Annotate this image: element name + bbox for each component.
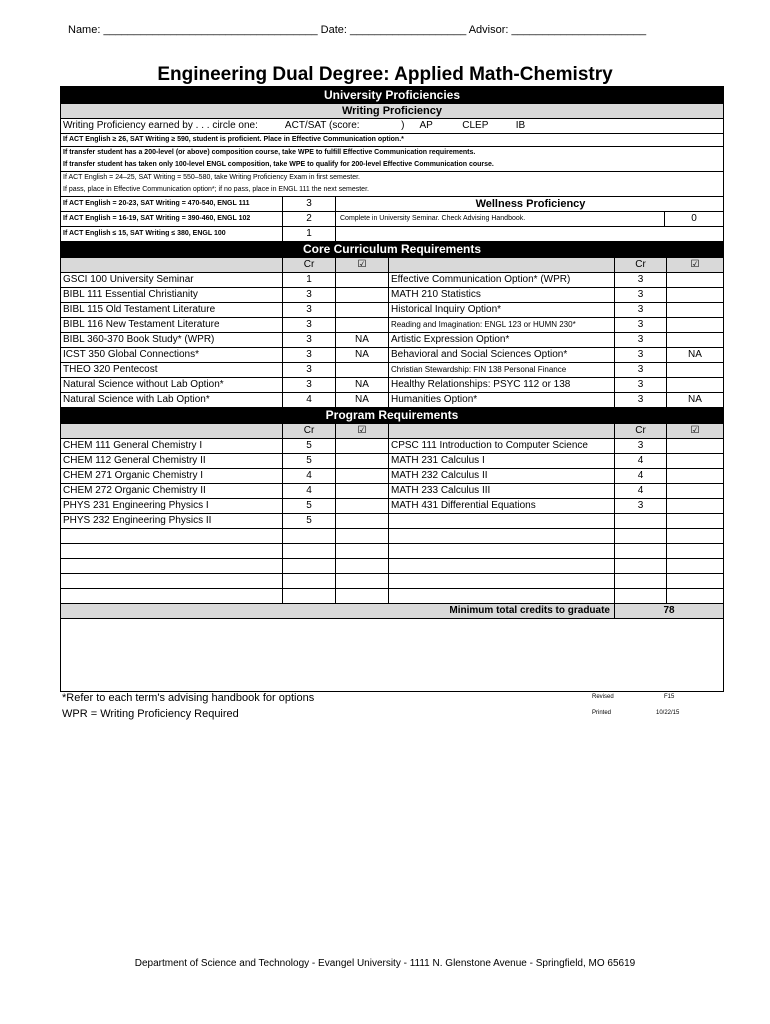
credits-right: [615, 574, 667, 588]
notes-box[interactable]: [61, 618, 723, 691]
check-right[interactable]: [667, 589, 723, 603]
check-right[interactable]: NA: [688, 394, 702, 405]
course-left: [61, 544, 283, 558]
credits-left: [283, 574, 336, 588]
course-right: Historical Inquiry Option*: [389, 303, 615, 317]
credits-right: [615, 514, 667, 528]
note-text: If ACT English ≥ 26, SAT Writing ≥ 590, student is proficient. Place in Effective Communication option.*: [63, 136, 404, 143]
course-right: MATH 232 Calculus II: [389, 469, 615, 483]
wellness-cr: 0: [691, 213, 697, 224]
course-left: [61, 574, 283, 588]
check-right[interactable]: [667, 559, 723, 573]
check-right[interactable]: [667, 574, 723, 588]
credits-right: 3: [615, 378, 667, 392]
table-row: [61, 377, 723, 392]
table-row: [61, 513, 723, 528]
check-left[interactable]: [336, 484, 389, 498]
check-left[interactable]: NA: [336, 333, 389, 347]
table-row: [61, 287, 723, 302]
note-row: [61, 146, 723, 159]
credits-right: 3: [615, 288, 667, 302]
table-row: [61, 468, 723, 483]
check-left[interactable]: [336, 574, 389, 588]
wellness-text: Complete in University Seminar. Check Advising Handbook.: [336, 212, 665, 226]
course-right: [389, 574, 615, 588]
placement-label: If ACT English = 20-23, SAT Writing = 470-540, ENGL 111: [61, 197, 283, 211]
course-left: [61, 589, 283, 603]
check-right[interactable]: [667, 544, 723, 558]
course-left: BIBL 360-370 Book Study* (WPR): [61, 333, 283, 347]
credits-left: 5: [283, 514, 336, 528]
check-right[interactable]: [667, 469, 723, 483]
university-proficiencies-heading: University Proficiencies: [61, 87, 723, 103]
header-line: [68, 24, 646, 36]
course-right: [389, 514, 615, 528]
check-header-icon: ☑: [336, 258, 389, 272]
note-text: If transfer student has taken only 100-level ENGL composition, take WPE to qualify for 200-level Effective Communication course.: [63, 161, 494, 168]
placement-row: [61, 226, 723, 241]
writing-earned-row: [61, 118, 723, 133]
footnotes: [62, 690, 314, 722]
table-row: [61, 498, 723, 513]
placement-cr: 2: [283, 212, 336, 226]
course-right: MATH 431 Differential Equations: [389, 499, 615, 513]
credits-left: [283, 559, 336, 573]
credits-left: 5: [283, 439, 336, 453]
printed-label: Printed: [592, 710, 612, 716]
table-row: [61, 528, 723, 543]
course-left: THEO 320 Pentecost: [61, 363, 283, 377]
check-right[interactable]: [667, 484, 723, 498]
min-credits-value: 78: [663, 605, 675, 616]
course-left: CHEM 271 Organic Chemistry I: [61, 469, 283, 483]
revised-label: Revised: [592, 694, 614, 700]
table-row: [61, 332, 723, 347]
printed-value: 10/22/15: [656, 710, 680, 716]
course-left: Natural Science without Lab Option*: [61, 378, 283, 392]
option-clep[interactable]: CLEP: [462, 120, 489, 131]
check-right[interactable]: [667, 514, 723, 528]
page-title: Engineering Dual Degree: Applied Math-Chemistry: [157, 64, 613, 85]
cr-header: Cr: [283, 424, 336, 438]
course-left: BIBL 111 Essential Christianity: [61, 288, 283, 302]
credits-right: [615, 529, 667, 543]
placement-cr: 1: [283, 227, 336, 241]
cr-header: Cr: [615, 258, 667, 272]
core-rows: [61, 272, 723, 407]
note-row: [61, 171, 723, 184]
course-left: PHYS 231 Engineering Physics I: [61, 499, 283, 513]
table-row: [61, 573, 723, 588]
credits-left: 4: [283, 484, 336, 498]
course-right: [389, 544, 615, 558]
min-credits-label: Minimum total credits to graduate: [61, 604, 615, 618]
credits-right: 3: [615, 348, 667, 362]
note-text: If pass, place in Effective Communication option*; if no pass, place in ENGL 111 the next semester.: [63, 186, 369, 193]
wpr-note: WPR = Writing Proficiency Required: [62, 708, 239, 720]
check-left[interactable]: NA: [336, 378, 389, 392]
check-left[interactable]: [336, 439, 389, 453]
credits-right: 3: [615, 318, 667, 332]
check-header-icon: ☑: [336, 424, 389, 438]
course-right: CPSC 111 Introduction to Computer Science: [389, 439, 615, 453]
check-right[interactable]: [667, 378, 723, 392]
page-footer: Department of Science and Technology - Evangel University - 1111 N. Glenstone Avenue - Springfield, MO 65619: [134, 958, 636, 969]
credits-left: 3: [283, 363, 336, 377]
credits-left: 3: [283, 348, 336, 362]
option-actsat[interactable]: ACT/SAT (score:: [284, 120, 360, 131]
check-left[interactable]: [336, 499, 389, 513]
check-left[interactable]: [336, 559, 389, 573]
check-right[interactable]: [667, 318, 723, 332]
note-text: If ACT English = 24–25, SAT Writing = 550–580, take Writing Proficiency Exam in first semester.: [63, 174, 360, 181]
course-left: BIBL 116 New Testament Literature: [61, 318, 283, 332]
course-right: MATH 210 Statistics: [389, 288, 615, 302]
name-field[interactable]: Name: ___________________________________: [68, 24, 318, 36]
program-rows: [61, 438, 723, 603]
cr-header: Cr: [283, 258, 336, 272]
placement-cr: 3: [283, 197, 336, 211]
course-left: CHEM 112 General Chemistry II: [61, 454, 283, 468]
check-right[interactable]: NA: [688, 349, 702, 360]
credits-right: 4: [615, 484, 667, 498]
credits-right: 4: [615, 454, 667, 468]
note-row: [61, 159, 723, 171]
check-left[interactable]: [336, 469, 389, 483]
option-ap[interactable]: AP: [419, 120, 433, 131]
check-left[interactable]: NA: [336, 348, 389, 362]
credits-left: 4: [283, 393, 336, 407]
table-row: [61, 438, 723, 453]
course-right: Reading and Imagination: ENGL 123 or HUMN 230*: [389, 318, 615, 332]
course-right: Healthy Relationships: PSYC 112 or 138: [389, 378, 615, 392]
course-right: Christian Stewardship: FIN 138 Personal Finance: [389, 363, 615, 377]
check-right[interactable]: [667, 499, 723, 513]
date-field[interactable]: Date: ___________________: [320, 24, 467, 36]
course-left: [61, 529, 283, 543]
note-row: [61, 133, 723, 146]
core-curriculum-heading: Core Curriculum Requirements: [61, 241, 723, 257]
credits-left: [283, 544, 336, 558]
course-left: GSCI 100 University Seminar: [61, 273, 283, 287]
table-row: [61, 302, 723, 317]
table-row: [61, 588, 723, 603]
min-credits-row: [61, 603, 723, 618]
core-column-header: [61, 257, 723, 272]
writing-proficiency-heading: Writing Proficiency: [61, 103, 723, 118]
course-left: ICST 350 Global Connections*: [61, 348, 283, 362]
check-right[interactable]: [667, 363, 723, 377]
check-left[interactable]: [336, 303, 389, 317]
course-left: [61, 559, 283, 573]
credits-right: [615, 544, 667, 558]
course-left: Natural Science with Lab Option*: [61, 393, 283, 407]
course-right: [389, 559, 615, 573]
wellness-heading: Wellness Proficiency: [475, 198, 586, 210]
placement-label: If ACT English ≤ 15, SAT Writing ≤ 380, ENGL 100: [61, 227, 283, 241]
check-header-icon: ☑: [690, 425, 700, 436]
check-left[interactable]: [336, 544, 389, 558]
check-left[interactable]: NA: [336, 393, 389, 407]
credits-left: 5: [283, 454, 336, 468]
check-left[interactable]: [336, 514, 389, 528]
credits-right: [615, 559, 667, 573]
check-right[interactable]: [667, 333, 723, 347]
advisor-field[interactable]: Advisor: ______________________: [468, 24, 647, 36]
check-left[interactable]: [336, 318, 389, 332]
credits-right: [615, 589, 667, 603]
course-right: Effective Communication Option* (WPR): [389, 273, 615, 287]
credits-right: 3: [615, 273, 667, 287]
course-right: Artistic Expression Option*: [389, 333, 615, 347]
credits-left: 3: [283, 378, 336, 392]
credits-left: 3: [283, 318, 336, 332]
credits-left: 3: [283, 303, 336, 317]
course-right: Humanities Option*: [389, 393, 615, 407]
placement-label: If ACT English = 16-19, SAT Writing = 390-460, ENGL 102: [61, 212, 283, 226]
credits-left: [283, 529, 336, 543]
note-row: [61, 184, 723, 196]
table-row: [61, 317, 723, 332]
table-row: [61, 453, 723, 468]
table-row: [61, 483, 723, 498]
course-right: MATH 233 Calculus III: [389, 484, 615, 498]
check-right[interactable]: [667, 454, 723, 468]
credits-right: 3: [615, 303, 667, 317]
placement-row: [61, 211, 723, 226]
table-row: [61, 272, 723, 287]
program-column-header: [61, 423, 723, 438]
course-left: BIBL 115 Old Testament Literature: [61, 303, 283, 317]
credits-right: 3: [615, 439, 667, 453]
check-right[interactable]: [667, 288, 723, 302]
credits-left: 3: [283, 333, 336, 347]
note-text: If transfer student has a 200-level (or above) composition course, take WPE to fulfill Effective Communication requirements.: [63, 149, 476, 156]
check-left[interactable]: [336, 589, 389, 603]
credits-left: [283, 589, 336, 603]
check-left[interactable]: [336, 288, 389, 302]
check-right[interactable]: [667, 273, 723, 287]
course-left: CHEM 272 Organic Chemistry II: [61, 484, 283, 498]
refer-note: *Refer to each term's advising handbook for options: [62, 692, 315, 704]
check-left[interactable]: [336, 273, 389, 287]
check-left[interactable]: [336, 529, 389, 543]
table-row: [61, 362, 723, 377]
program-requirements-heading: Program Requirements: [61, 407, 723, 423]
option-ib[interactable]: IB: [515, 120, 526, 131]
course-right: [389, 529, 615, 543]
check-left[interactable]: [336, 363, 389, 377]
course-right: MATH 231 Calculus I: [389, 454, 615, 468]
option-close-paren: ): [401, 120, 405, 131]
credits-left: 4: [283, 469, 336, 483]
check-right[interactable]: [667, 303, 723, 317]
cr-header: Cr: [615, 424, 667, 438]
credits-right: 3: [615, 393, 667, 407]
course-right: Behavioral and Social Sciences Option*: [389, 348, 615, 362]
placement-row: [61, 196, 723, 211]
check-header-icon: ☑: [690, 259, 700, 270]
credits-left: 3: [283, 288, 336, 302]
check-right[interactable]: [667, 439, 723, 453]
check-right[interactable]: [667, 529, 723, 543]
course-left: CHEM 111 General Chemistry I: [61, 439, 283, 453]
credits-right: 3: [615, 363, 667, 377]
revised-value: F15: [664, 694, 675, 700]
table-row: [61, 558, 723, 573]
credits-right: 4: [615, 469, 667, 483]
credits-left: 1: [283, 273, 336, 287]
credits-right: 3: [615, 499, 667, 513]
credits-left: 5: [283, 499, 336, 513]
table-row: [61, 347, 723, 362]
check-left[interactable]: [336, 454, 389, 468]
degree-form: [60, 86, 724, 692]
writing-earned-label: Writing Proficiency earned by . . . circle one:: [63, 120, 258, 131]
table-row: [61, 392, 723, 407]
course-left: PHYS 232 Engineering Physics II: [61, 514, 283, 528]
course-right: [389, 589, 615, 603]
table-row: [61, 543, 723, 558]
credits-right: 3: [615, 333, 667, 347]
